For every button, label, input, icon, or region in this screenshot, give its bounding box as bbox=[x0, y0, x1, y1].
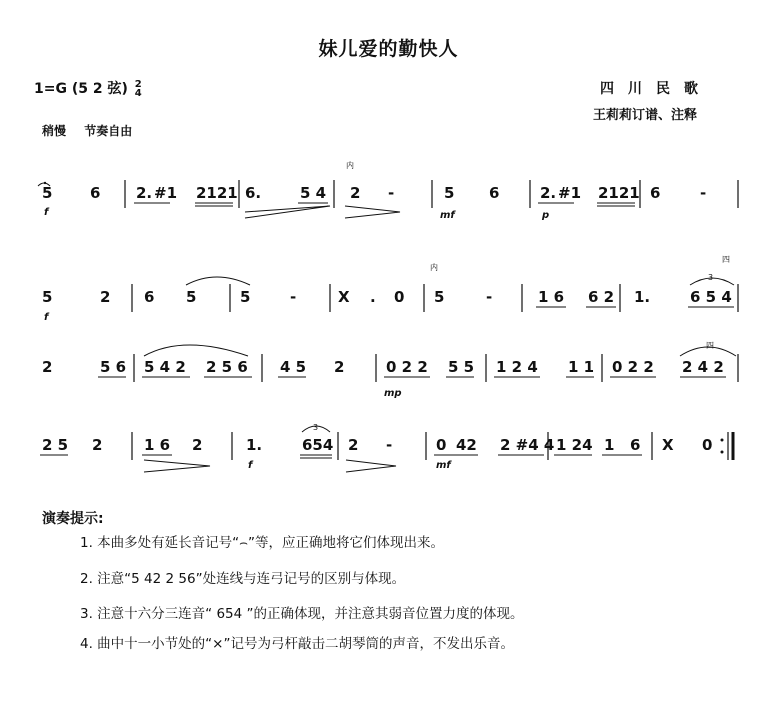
note: X bbox=[338, 288, 350, 306]
note: 2121 bbox=[598, 184, 640, 202]
dynamic-mark: f bbox=[248, 460, 253, 471]
dynamic-mark: mp bbox=[384, 388, 402, 399]
note: 5 4 2 bbox=[144, 358, 186, 376]
note: 6 bbox=[650, 184, 661, 202]
note: 2 bbox=[348, 436, 359, 454]
note: - bbox=[486, 288, 493, 306]
note: 5 bbox=[42, 288, 53, 306]
note: 2 bbox=[334, 358, 345, 376]
tempo-rhythm: 节奏自由 bbox=[84, 124, 133, 138]
note: 6 bbox=[90, 184, 101, 202]
note: 0 bbox=[436, 436, 447, 454]
fingering-mark: 四 bbox=[722, 255, 730, 264]
note: 1. bbox=[634, 288, 651, 306]
note: - bbox=[700, 184, 707, 202]
decrescendo-hairpin bbox=[346, 460, 396, 472]
song-origin: 四川民歌 bbox=[600, 81, 712, 97]
note: 6 2 bbox=[588, 288, 615, 306]
note: 2 bbox=[100, 288, 111, 306]
note: - bbox=[388, 184, 395, 202]
note: 1 2 4 bbox=[496, 358, 538, 376]
note: 5 4 bbox=[300, 184, 327, 202]
fingering-mark: 内 bbox=[430, 263, 438, 272]
decrescendo-hairpin bbox=[345, 206, 400, 218]
note: . bbox=[370, 288, 376, 306]
tempo-speed: 稍慢 bbox=[42, 124, 67, 138]
note: 5 bbox=[444, 184, 455, 202]
triplet-mark: 3 bbox=[313, 423, 319, 432]
key-text: 1=G (5 2 弦) bbox=[34, 81, 128, 97]
dynamic-mark: p bbox=[542, 210, 550, 221]
performance-tip-4: 4. 曲中十一小节处的“×”记号为弓杆敲击二胡琴筒的声音，不发出乐音。 bbox=[80, 636, 514, 652]
note: 0 2 2 bbox=[612, 358, 654, 376]
note: #1 bbox=[558, 184, 582, 202]
note: 5 5 bbox=[448, 358, 475, 376]
note: 2 bbox=[42, 358, 53, 376]
performance-notes-heading: 演奏提示: bbox=[42, 511, 104, 527]
note: 6 bbox=[630, 436, 641, 454]
fingering-mark: 内 bbox=[346, 161, 354, 170]
note: 2 4 2 bbox=[682, 358, 724, 376]
note: 1 6 bbox=[538, 288, 565, 306]
note: 2 5 6 bbox=[206, 358, 248, 376]
note: 4 5 bbox=[280, 358, 307, 376]
note: #1 bbox=[154, 184, 178, 202]
note: 5 6 bbox=[100, 358, 127, 376]
crescendo-hairpin bbox=[144, 460, 210, 472]
score-system-4 bbox=[40, 423, 733, 472]
note: 5 bbox=[240, 288, 251, 306]
note: 2. bbox=[136, 184, 153, 202]
score-system-3 bbox=[42, 341, 738, 399]
fingering-mark: 四 bbox=[706, 341, 714, 350]
dynamic-mark: f bbox=[44, 312, 49, 323]
note: 0 bbox=[702, 436, 713, 454]
dynamic-mark: mf bbox=[440, 210, 455, 221]
note: 2 bbox=[192, 436, 203, 454]
note: 6 5 4 bbox=[690, 288, 732, 306]
fermata-dot bbox=[44, 182, 46, 184]
slur bbox=[186, 277, 250, 285]
note: 0 bbox=[394, 288, 405, 306]
note: 2 bbox=[92, 436, 103, 454]
performance-tip-1: 1. 本曲多处有延长音记号“⌢”等，应正确地将它们体现出来。 bbox=[80, 535, 445, 551]
note: - bbox=[386, 436, 393, 454]
note: 2 5 bbox=[42, 436, 69, 454]
note: 1 24 bbox=[556, 436, 593, 454]
triplet-mark: 3 bbox=[708, 273, 714, 282]
note: 1. bbox=[246, 436, 263, 454]
note: 6 bbox=[489, 184, 500, 202]
dynamic-mark: f bbox=[44, 207, 49, 218]
arranger-credit: 王莉莉订谱、注释 bbox=[593, 108, 698, 123]
note: 6 bbox=[144, 288, 155, 306]
crescendo-hairpin bbox=[245, 206, 330, 218]
note: 2121 bbox=[196, 184, 238, 202]
time-top: 2 bbox=[134, 79, 142, 90]
note: - bbox=[290, 288, 297, 306]
note: X bbox=[662, 436, 674, 454]
performance-tip-3: 3. 注意十六分三连音“ 654 ”的正确体现，并注意其弱音位置力度的体现。 bbox=[80, 606, 524, 622]
note: 1 1 bbox=[568, 358, 595, 376]
note: 5 bbox=[42, 184, 53, 202]
note: 2 #4 4 bbox=[500, 436, 555, 454]
note: 42 bbox=[456, 436, 477, 454]
note: 2 bbox=[350, 184, 361, 202]
performance-tip-2: 2. 注意“5 42 2 56”处连线与连弓记号的区别与体现。 bbox=[80, 571, 406, 587]
note: 5 bbox=[186, 288, 197, 306]
note: 654 bbox=[302, 436, 334, 454]
note: 1 6 bbox=[144, 436, 171, 454]
note: 6. bbox=[245, 184, 262, 202]
note: 1 bbox=[604, 436, 615, 454]
score-system-2 bbox=[42, 255, 738, 323]
dynamic-mark: mf bbox=[436, 460, 451, 471]
time-bottom: 4 bbox=[134, 88, 142, 99]
note: 5 bbox=[434, 288, 445, 306]
song-title: 妹儿爱的勤快人 bbox=[318, 38, 459, 60]
slur bbox=[144, 345, 248, 356]
note: 2. bbox=[540, 184, 557, 202]
note: 0 2 2 bbox=[386, 358, 428, 376]
score-system-1 bbox=[38, 160, 738, 221]
